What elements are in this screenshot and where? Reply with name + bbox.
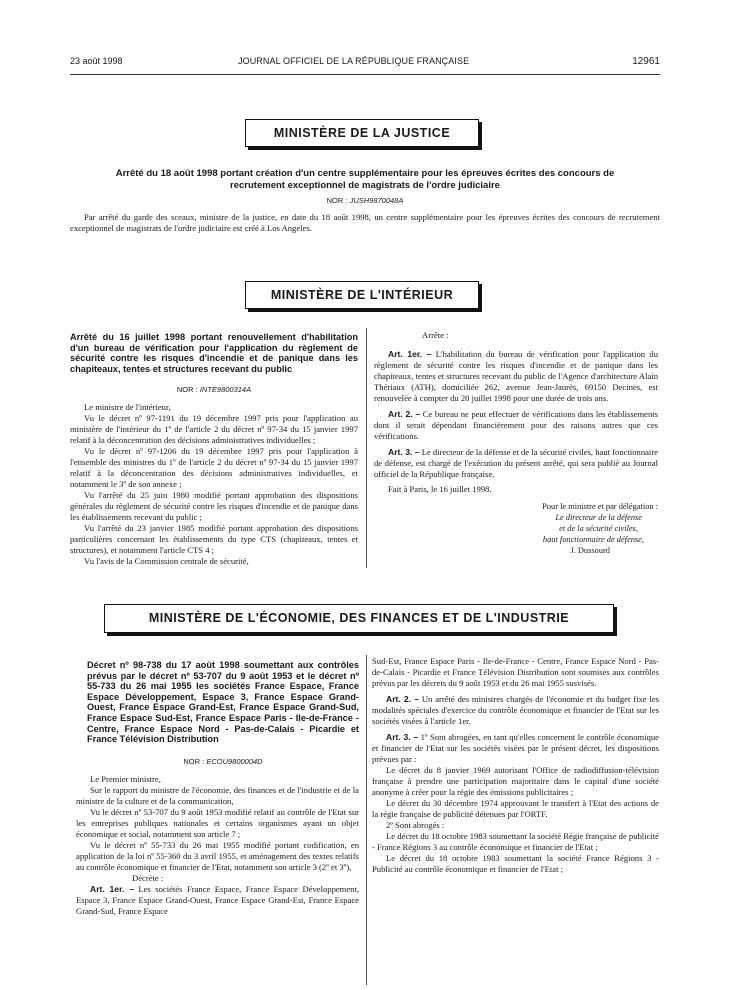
paragraph: Vu l'avis de la Commission centrale de sécurité,: [84, 556, 249, 566]
article-label: Art. 3. –: [386, 732, 419, 742]
column-divider: [366, 655, 367, 985]
nor-justice: [200, 196, 530, 205]
journal-title: JOURNAL OFFICIEL DE LA RÉPUBLIQUE FRANÇAISE: [238, 56, 470, 66]
article-1: [374, 349, 658, 404]
article-2: [374, 409, 658, 442]
article-text: Ce bureau ne peut effectuer de vérifications dans les établissements dont il serait dépendant financièrement pour des raisons autres que ces vérifications.: [374, 409, 658, 441]
decree-title-economie: Décret nº 98-738 du 17 août 1998 soumettant aux contrôles prévus par le décret nº 53-707 du 9 août 1953 et le décret nº 55-733 du 26 mai 1955 les sociétés France Espace, France Espace Développement, Espace 3, France Espace Grand-Ouest, France Espace Grand-Est, France Espace Grand-Sud, France Espace Sud-Est, France Espace Paris - Ile-de-France - Centre, France Espace Nord - Pas-de-Calais - Picardie et France Télévision Distribution: [87, 660, 359, 745]
article-label: Art. 2. –: [388, 409, 421, 419]
article-label: Art. 1er. –: [388, 349, 432, 359]
nor-code: ECOU9800004D: [206, 757, 263, 766]
nor-economie: [87, 757, 359, 766]
nor-interieur: [70, 385, 358, 394]
signature-role: haut fonctionnaire de défense,: [542, 535, 644, 544]
article-text: Le directeur de la défense et de la sécurité civiles, haut fonctionnaire de défense, est chargé de l'exécution du présent arrêté, qui sera publié au Journal officiel de la République française.: [374, 447, 658, 479]
fait-line: Fait à Paris, le 16 juillet 1998.: [388, 484, 492, 494]
nor-label: NOR :: [176, 385, 198, 394]
article-1: [76, 884, 359, 917]
article-text: Les sociétés France Espace, France Espace Développement, Espace 3, France Espace Grand-Ouest, France Espace Grand-Est, France Espace Grand-Sud, France Espace: [76, 884, 360, 916]
page-header: [70, 56, 660, 72]
column-divider: [366, 328, 367, 568]
economie-right-column: [372, 656, 659, 875]
justice-body: [70, 212, 660, 234]
paragraph: Vu le décret nº 97-1206 du 19 décembre 1997 pris pour l'application à l'ensemble des ministres du 1º de l'article 2 du décret nº 97-34 du 15 janvier 1997 relatif à la déconcentration des décisions administratives individuelles, et notamment le 3º de son annexe ;: [70, 446, 358, 489]
article-1-continued: Sud-Est, France Espace Paris - Ile-de-France - Centre, France Espace Nord - Pas-de-Calais - Picardie et France Télévision Distribution sont soumises aux contrôles prévus par les décrets du 9 août 1953 et du 26 mai 1955 susvisés.: [372, 656, 659, 688]
article-label: Art. 2. –: [386, 694, 419, 704]
signature-role: Le directeur de la défense: [555, 513, 642, 522]
paragraph: Le décret du 18 octobre 1983 soumettant la société Régie française de publicité - France Régions 3 au contrôle économique et financier de l'Etat ;: [372, 831, 659, 852]
paragraph: Sur le rapport du ministre de l'économie, des finances et de l'industrie et de la ministre de la culture et de la communication,: [76, 785, 359, 806]
nor-label: NOR :: [183, 757, 205, 766]
paragraph: Le décret du 8 janvier 1969 autorisant l'Office de radiodiffusion-télévision française à prendre une participation majoritaire dans le capital d'une société anonyme à créer pour la régie des émissions publicitaires ;: [372, 765, 659, 797]
article-text: Un arrêté des ministres chargés de l'économie et du budget fixe les modalités spéciales d'exercice du contrôle économique et financier de l'Etat sur les sociétés visées à l'article 1er.: [372, 694, 659, 726]
ministry-heading-economie: MINISTÈRE DE L'ÉCONOMIE, DES FINANCES ET DE L'INDUSTRIE: [104, 604, 614, 633]
paragraph: Vu l'arrêté du 23 janvier 1985 modifié portant approbation des dispositions particulières concernant les établissements du type CTS (chapiteaux, tentes et structures), et notamment l'article CTS 4 ;: [70, 523, 358, 555]
article-text: L'habilitation du bureau de vérification pour l'application du règlement de sécurité contre les risques d'incendie et de panique dans les chapiteaux, tentes et structures recevant du public de l'Agence d'architecture Alain Thériaux (ATH), domiciliée 262, avenue Jean-Jaurès, 69150 Decines, est renouvelée à compter du 20 juillet 1998 pour une durée de trois ans.: [374, 349, 659, 403]
paragraph: Vu l'arrêté du 25 juin 1980 modifié portant approbation des dispositions générales du règlement de sécurité contre les risques d'incendie et de panique dans les établissements recevant du public ;: [70, 490, 358, 522]
article-label: Art. 1er. –: [90, 884, 134, 894]
header-rule: [70, 74, 660, 75]
paragraph: Vu le décret nº 97-1191 du 19 décembre 1997 pris pour l'application au ministère de l'intérieur du 1º de l'article 2 du décret nº 97-34 du 15 janvier 1997 relatif à la déconcentration des décisions administratives individuelles ;: [70, 413, 358, 445]
nor-code: INTE9800314A: [199, 385, 252, 394]
article-text: 1º Sont abrogées, en tant qu'elles concernent le contrôle économique et financier de l'Etat sur les sociétés visées par le présent décret, les dispositions prévues par :: [372, 732, 659, 764]
nor-code: JUSH9870048A: [349, 196, 404, 205]
paragraph: Vu le décret nº 55-733 du 26 mai 1955 modifié portant codification, en application de la loi nº 55-360 du 3 avril 1955, et aménagement des textes relatifs au contrôle économique et financier de l'Etat, notamment son article 3 (2º et 3º),: [76, 840, 359, 872]
decrete-label: Décrète :: [132, 873, 164, 883]
body-paragraph: Par arrêté du garde des sceaux, ministre de la justice, en date du 18 août 1998, un centre supplémentaire pour les épreuves écrites des concours de recrutement exceptionnel de magistrats de l'ordre judiciaire est créé à Los Angeles.: [70, 212, 660, 233]
ministry-heading-justice: MINISTÈRE DE LA JUSTICE: [245, 119, 479, 147]
article-2: [372, 694, 659, 727]
decree-title-justice: Arrêté du 18 août 1998 portant création d'un centre supplémentaire pour les épreuves écrites des concours de recrutement exceptionnel de magistrats de l'ordre judiciaire: [115, 168, 615, 191]
article-3: [372, 732, 659, 765]
ministry-heading-interieur: MINISTÈRE DE L'INTÉRIEUR: [245, 281, 479, 309]
paragraph: Vu le décret nº 53-707 du 9 août 1953 modifié relatif au contrôle de l'Etat sur les entreprises publiques nationales et certains organismes ayant un objet économique et social, notamment son article 7 ;: [76, 807, 359, 839]
nor-label: NOR :: [326, 196, 348, 205]
signature-intro: Pour le ministre et par délégation :: [542, 502, 658, 511]
signature-name: J. Dussourd: [570, 546, 610, 555]
decree-title-interieur: Arrêté du 16 juillet 1998 portant renouvellement d'habilitation d'un bureau de vérification pour l'application du règlement de sécurité contre les risques d'incendie et de panique dans les chapiteaux, tentes et structures recevant du public: [70, 332, 358, 374]
arrete-label: Arrête :: [422, 330, 449, 340]
header-date: 23 août 1998: [70, 56, 123, 66]
page-number: 12961: [632, 56, 660, 67]
paragraph: Le Premier ministre,: [90, 774, 161, 784]
economie-left-column: [76, 774, 359, 917]
interieur-right-column: [374, 330, 658, 556]
article-label: Art. 3. –: [388, 447, 420, 457]
paragraph: Le ministre de l'intérieur,: [84, 402, 171, 412]
paragraph: Le décret du 18 octobre 1983 soumettant la société France Régions 3 - Publicité au contrôle économique et financier de l'Etat ;: [372, 853, 659, 874]
signature-block: [374, 501, 658, 556]
interieur-left-column: [70, 402, 358, 567]
paragraph: Le décret du 30 décembre 1974 approuvant le transfert à l'Etat des actions de la régie française de publicité détenues par l'ORTF.: [372, 798, 659, 819]
signature-role: et de la sécurité civiles,: [559, 524, 638, 533]
article-3: [374, 447, 658, 480]
paragraph: 2º Sont abrogés :: [386, 820, 445, 830]
